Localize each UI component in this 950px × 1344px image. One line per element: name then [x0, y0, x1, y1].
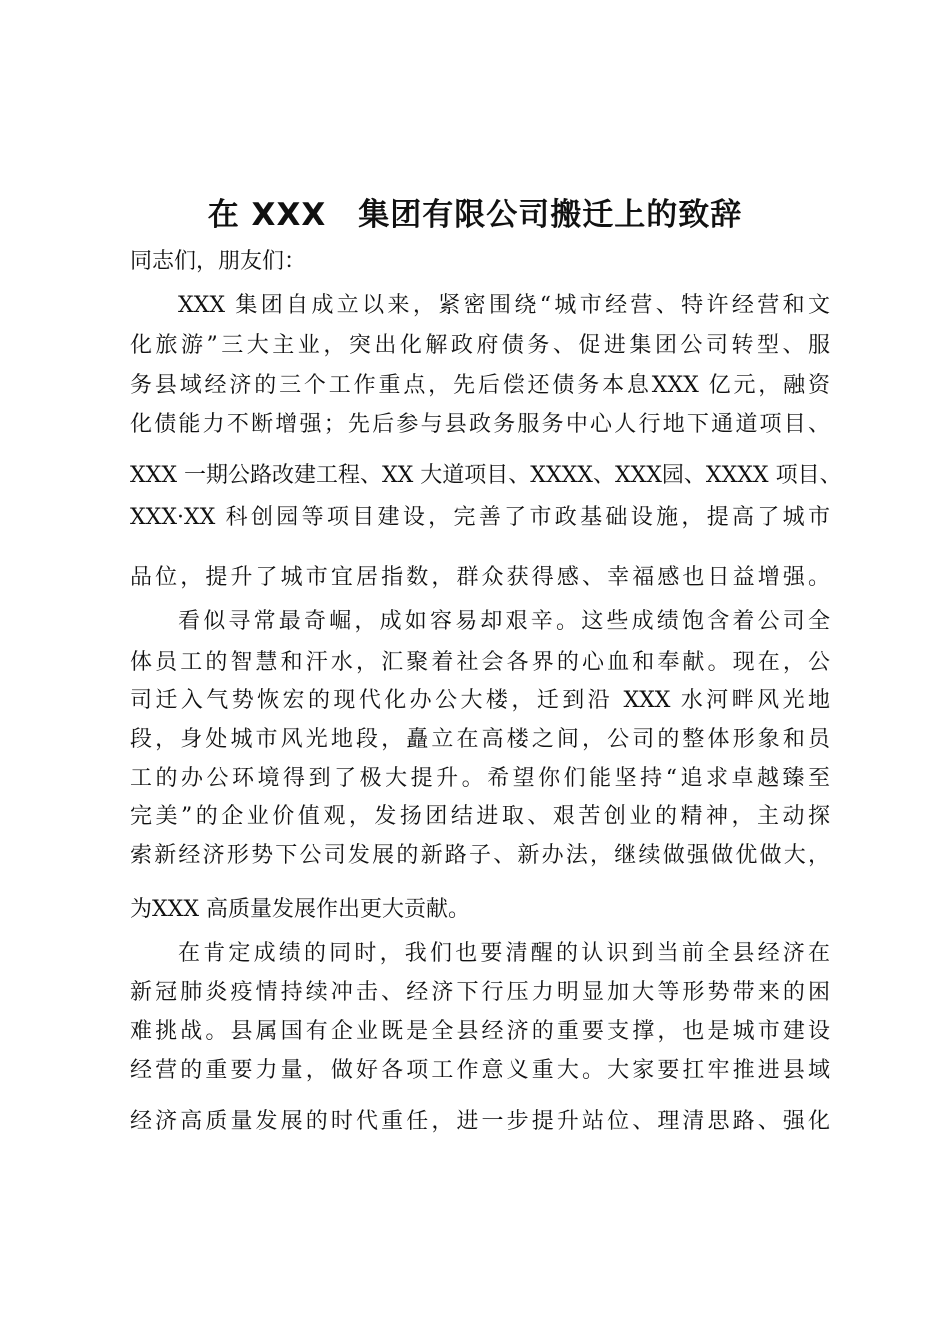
- paragraph-1-line: 务县域经济的三个工作重点，先后偿还债务本息XXX 亿元，融资: [130, 373, 830, 398]
- paragraph-1-line: XXX 集团自成立以来，紧密围绕“城市经营、特许经营和文: [178, 293, 830, 318]
- paragraph-2-line: 司迁入气势恢宏的现代化办公大楼，迁到沿 XXX 水河畔风光地: [130, 688, 830, 713]
- paragraph-2-line: 工的办公环境得到了极大提升。希望你们能坚持“追求卓越臻至: [130, 766, 830, 791]
- paragraph-3-line: 经济高质量发展的时代重任，进一步提升站位、理清思路、强化: [130, 1109, 830, 1134]
- document-title: 在 XXX 集团有限公司搬迁上的致辞: [207, 197, 743, 233]
- paragraph-2-line: 段，身处城市风光地段，矗立在高楼之间，公司的整体形象和员: [130, 727, 830, 752]
- paragraph-1-line: 品位，提升了城市宜居指数，群众获得感、幸福感也日益增强。: [130, 565, 830, 590]
- paragraph-2-line: 索新经济形势下公司发展的新路子、新办法，继续做强做优做大，: [130, 843, 830, 868]
- paragraph-2-line: 体员工的智慧和汗水，汇聚着社会各界的心血和奉献。现在，公: [130, 650, 830, 675]
- paragraph-3-line: 难挑战。县属国有企业既是全县经济的重要支撑，也是城市建设: [130, 1019, 830, 1044]
- paragraph-3-line: 在肯定成绩的同时，我们也要清醒的认识到当前全县经济在: [178, 941, 830, 966]
- paragraph-3-line: 新冠肺炎疫情持续冲击、经济下行压力明显加大等形势带来的困: [130, 980, 830, 1005]
- paragraph-1-line: 化债能力不断增强；先后参与县政务服务中心人行地下通道项目、: [130, 412, 830, 437]
- paragraph-2-line: 为XXX 高质量发展作出更大贡献。: [130, 897, 470, 922]
- paragraph-1-line: 化旅游”三大主业，突出化解政府债务、促进集团公司转型、服: [130, 333, 830, 358]
- paragraph-1-line: XXX·XX 科创园等项目建设，完善了市政基础设施，提高了城市: [130, 505, 830, 530]
- paragraph-3-line: 经营的重要力量，做好各项工作意义重大。大家要扛牢推进县域: [130, 1058, 830, 1083]
- salutation: 同志们，朋友们：: [130, 249, 307, 274]
- paragraph-2-line: 完美”的企业价值观，发扬团结进取、艰苦创业的精神，主动探: [130, 804, 830, 829]
- paragraph-2-line: 看似寻常最奇崛，成如容易却艰辛。这些成绩饱含着公司全: [178, 609, 830, 634]
- paragraph-1-line: XXX 一期公路改建工程、XX 大道项目、XXXX、XXX园、XXXX 项目、: [130, 463, 842, 488]
